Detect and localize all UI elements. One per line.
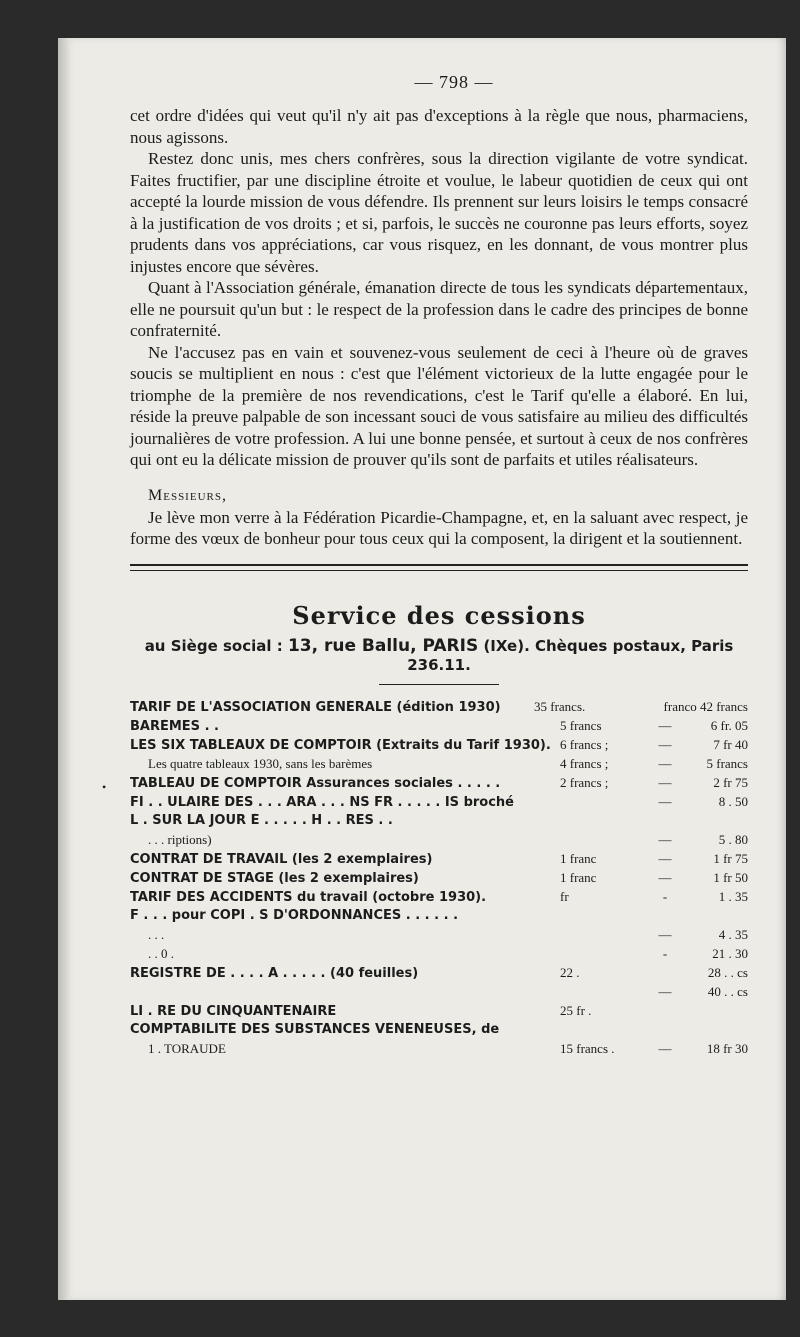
tarif-item-label: Les quatre tableaux 1930, sans les barèmes (148, 755, 373, 771)
tarif-item-franco: franco 42 francs (663, 698, 748, 714)
tarif-item-label: BARÈMES . . (130, 718, 219, 734)
tarif-item-franco: 5 francs (706, 755, 748, 771)
service-sub-suffix: (IXe). Chèques postaux, Paris 236.11. (407, 636, 734, 674)
tarif-item-dash: — (658, 831, 672, 847)
tarif-row (130, 889, 748, 908)
tarif-item-franco: 21 . 30 (712, 945, 748, 961)
tarif-row (130, 699, 748, 718)
tarif-item-franco: 2 fr 75 (713, 774, 748, 790)
tarif-row (130, 851, 748, 870)
tarif-item-label: 1 . TORAUDE (148, 1040, 226, 1056)
tarif-item-label: LES SIX TABLEAUX DE COMPTOIR (Extraits du Tarif 1930). (130, 737, 551, 753)
tarif-item-dash: — (658, 774, 672, 790)
service-subtitle (130, 636, 748, 674)
tarif-item-price: 35 francs. (534, 698, 586, 714)
tarif-item-dash: — (658, 736, 672, 752)
tarif-item-dash: — (658, 1040, 672, 1056)
tarif-item-franco: 18 fr 30 (706, 1040, 748, 1056)
tarif-item-price: 1 franc (560, 869, 597, 885)
tarif-item-label: LI . RE DU CINQUANTENAIRE (130, 1003, 337, 1019)
service-sub-prefix: au Siège social : (144, 636, 283, 655)
tarif-row (130, 927, 748, 946)
tarif-row (130, 718, 748, 737)
tarif-item-label: COMPTABILITÉ DES SUBSTANCES VÉNÉNEUSES, de (130, 1021, 500, 1037)
service-title: Service des cessions (292, 600, 586, 630)
tarif-item-label: CONTRAT DE TRAVAIL (les 2 exemplaires) (130, 851, 433, 867)
tarif-item-dash: — (658, 755, 672, 771)
tarif-row (130, 813, 748, 832)
tarif-item-dash: — (658, 850, 672, 866)
tarif-item-label: . . 0 . (148, 945, 174, 961)
tarif-row (130, 775, 748, 794)
divider-line-thick (130, 564, 748, 566)
tarif-row (130, 832, 748, 851)
tarif-row (130, 1003, 748, 1022)
tarif-item-dash: - (662, 888, 668, 904)
tarif-item-label: . . . (148, 926, 165, 942)
tarif-row (130, 794, 748, 813)
tarif-item-dash: — (658, 869, 672, 885)
service-address: 13, rue Ballu, PARIS (287, 635, 479, 656)
closing-paragraph: Je lève mon verre à la Fédération Picardie-Champagne, et, en la saluant avec respect, je forme des vœux de bonheur pour tous ceux qui la composent, la dirigent et la soutiennent. (130, 507, 748, 548)
tarif-item-franco: 28 . . cs (707, 964, 748, 980)
tarif-item-franco: 8 . 50 (718, 793, 748, 809)
tarif-item-franco: 1 fr 75 (713, 850, 748, 866)
tarif-item-price: 22 . (560, 964, 580, 980)
tarif-item-label: . . . riptions) (148, 831, 212, 847)
tarif-row (130, 870, 748, 889)
tarif-item-franco: 1 fr 50 (713, 869, 748, 885)
margin-mark: • (102, 780, 107, 794)
tarif-item-dash: — (658, 793, 672, 809)
paragraph-3: Quant à l'Association générale, émanation directe de tous les syndicats départementaux, elle ne poursuit qu'un but : le respect de la profession dans le cadre des principes de bonne confraternité. (130, 278, 748, 340)
page-number: — 798 — (414, 72, 494, 92)
page-content (130, 72, 748, 1060)
tarif-item-price: fr (560, 888, 569, 904)
page-binding-edge (58, 38, 70, 1300)
tarif-row (130, 984, 748, 1003)
tarif-row (130, 737, 748, 756)
tarif-item-franco: 1 . 35 (718, 888, 748, 904)
tarif-item-franco: 7 fr 40 (713, 736, 748, 752)
tarif-item-label: F . . . pour COPI . S D'ORDONNANCES . . . . . . (130, 907, 459, 923)
tarif-row (130, 756, 748, 775)
tarif-item-dash: - (662, 945, 668, 961)
tarif-row (130, 908, 748, 927)
tarif-item-price: 2 francs ; (560, 774, 609, 790)
paragraph-4: Ne l'accusez pas en vain et souvenez-vous seulement de ceci à l'heure où de graves soucis se multiplient en nous : c'est que l'élément victorieux de la lutte engagée pour le triomphe de la première de nos revendications, c'est le Tarif qu'elle a élaboré. En lui, réside la preuve palpable de son incessant souci de vous satisfaire au milieu des difficultés journalières de votre profession. A lui une bonne pensée, et surtout à ceux de nos confrères qui ont eu la délicate mission de prouver qu'ils sont de parfaits et utiles réalisateurs. (130, 342, 748, 469)
tarif-item-label: TABLEAU DE COMPTOIR Assurances sociales . . . . . (130, 775, 501, 791)
tarif-list (130, 699, 748, 1060)
tarif-item-dash: — (658, 983, 672, 999)
tarif-item-price: 25 fr . (560, 1002, 592, 1018)
tarif-item-label: REGISTRE DE . . . . A . . . . . (40 feuilles) (130, 965, 419, 981)
tarif-item-price: 1 franc (560, 850, 597, 866)
greeting: Messieurs, (148, 486, 227, 504)
divider-line-thin (130, 570, 748, 571)
tarif-item-franco: 40 . . cs (707, 983, 748, 999)
tarif-item-label: FI . . ULAIRE DES . . . ARA . . . NS FR . . . . . IS broché (130, 794, 514, 810)
tarif-row (130, 946, 748, 965)
section-divider (130, 564, 748, 571)
tarif-item-dash: — (658, 926, 672, 942)
tarif-item-franco: 6 fr. 05 (710, 717, 748, 733)
tarif-item-price: 15 francs . (560, 1040, 615, 1056)
paragraph-1: cet ordre d'idées qui veut qu'il n'y ait pas d'exceptions à la règle que nous, pharmaciens, nous agissons. (130, 106, 748, 147)
tarif-item-label: TARIF DE L'ASSOCIATION GÉNÉRALE (édition 1930) (130, 699, 501, 715)
tarif-item-dash: — (658, 717, 672, 733)
tarif-item-label: CONTRAT DE STAGE (les 2 exemplaires) (130, 870, 419, 886)
tarif-item-franco: 5 . 80 (718, 831, 748, 847)
tarif-item-franco: 4 . 35 (718, 926, 748, 942)
tarif-item-price: 4 francs ; (560, 755, 609, 771)
tarif-item-price: 5 francs (560, 717, 602, 733)
tarif-row (130, 965, 748, 984)
service-underline (379, 684, 499, 685)
tarif-item-label: TARIF DES ACCIDENTS du travail (octobre 1930). (130, 889, 487, 905)
tarif-row (130, 1022, 748, 1041)
tarif-item-label: L . SUR LA JOUR É . . . . . H . . RES . . (130, 812, 393, 828)
tarif-item-price: 6 francs ; (560, 736, 609, 752)
tarif-row (130, 1041, 748, 1060)
paragraph-2: Restez donc unis, mes chers confrères, sous la direction vigilante de votre syndicat. Faites fructifier, par une discipline étroite et voulue, le labeur quotidien de ceux qui ont accepté la lourde mission de vous défendre. Ils prennent sur leurs loisirs le temps consacré à la justification de vos droits ; et si, parfois, le succès ne couronne pas leurs efforts, soyez prudents dans vos appréciations, car vous risquez, en les donnant, de vous montrer plus injustes encore que sévères. (130, 149, 748, 276)
